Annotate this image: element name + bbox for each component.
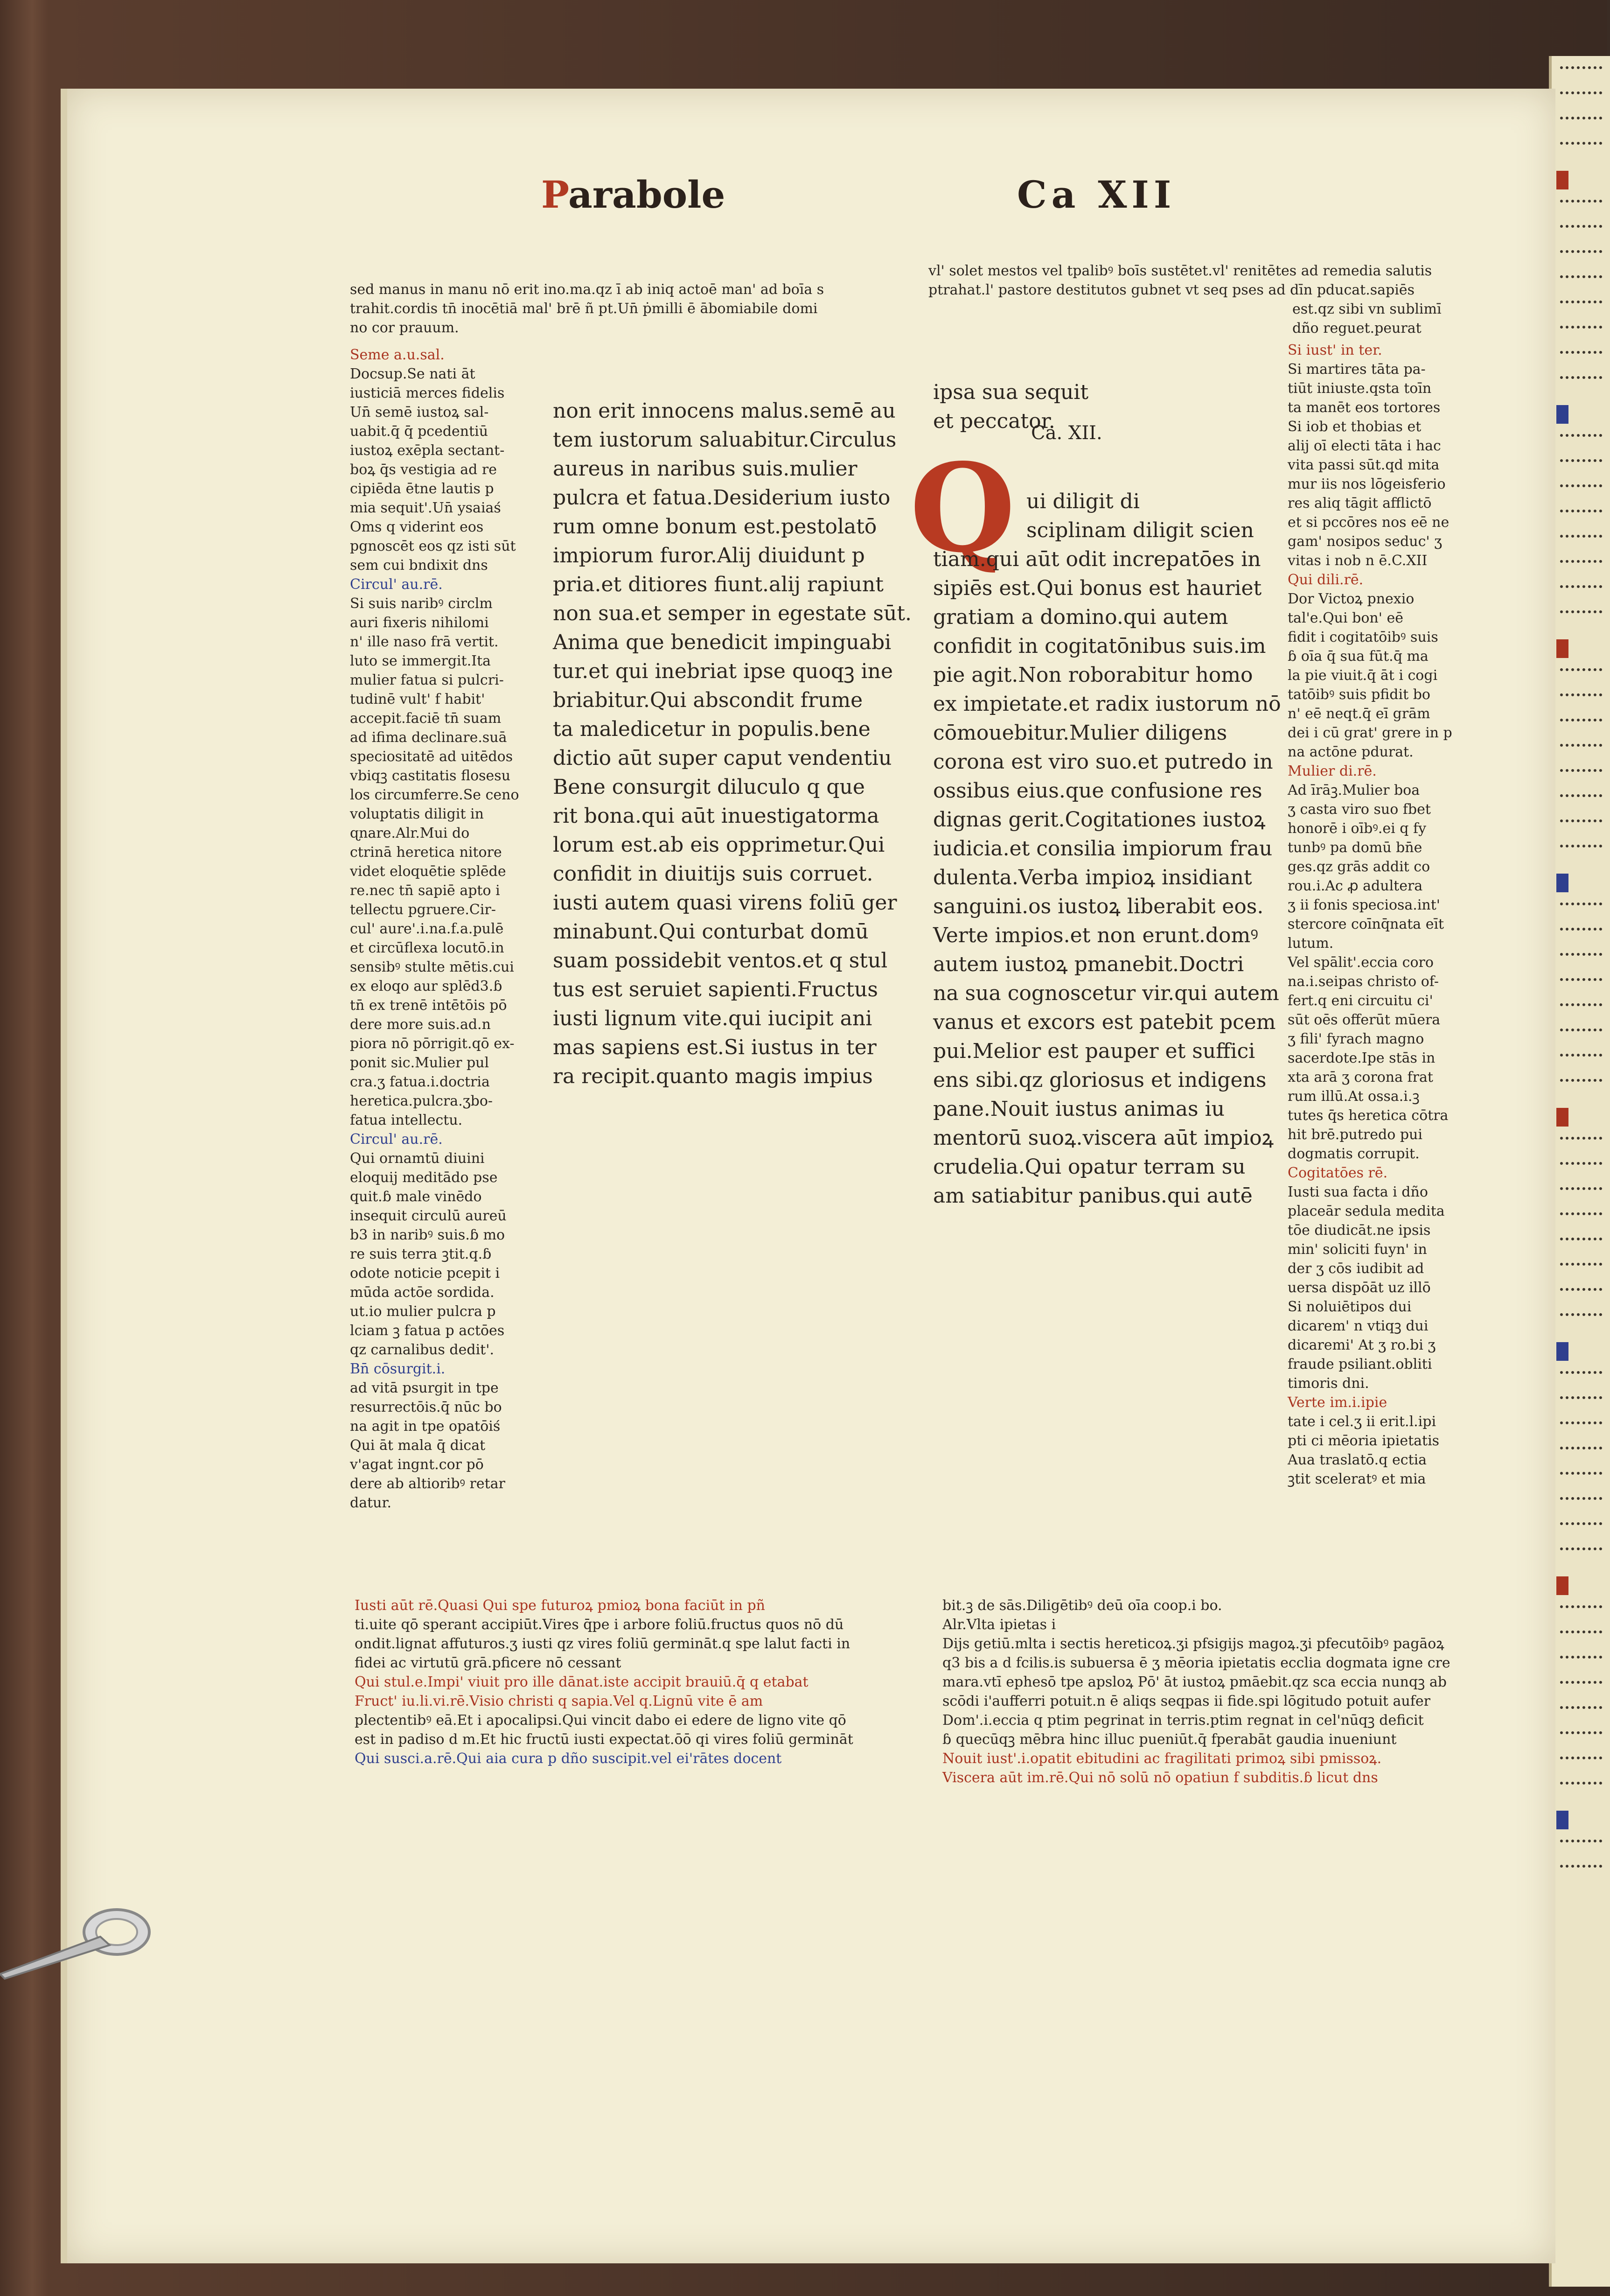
facing-page-line xyxy=(1560,953,1602,968)
text-line: ut.io mulier pulcra p xyxy=(350,1303,496,1320)
text-line: b3 in naribꝰ suis.ɓ mo xyxy=(350,1227,505,1243)
text-line: et si pccōres nos eē ne xyxy=(1288,514,1450,531)
facing-page-line xyxy=(1560,1162,1602,1177)
text-line: bit.ꝫ de sās.Diligētibꝰ deū oīa coop.i bo. xyxy=(942,1597,1222,1614)
text-line: vitas i nob n ē.C.XII xyxy=(1288,553,1428,569)
running-head-left-initial: P xyxy=(541,173,569,217)
text-line: Oms q viderint eos xyxy=(350,519,484,535)
facing-page-line xyxy=(1560,117,1602,132)
text-line: iusti lignum vite.qui iucipit ani xyxy=(553,1007,872,1030)
text-line: re.nec tn̄ sapiē apto i xyxy=(350,882,500,899)
facing-page-line xyxy=(1560,560,1602,575)
text-line: q3 bis a d fcilis.is subuersa ē ʒ mēoria ipietatis ecclia dogmata igne cre xyxy=(942,1655,1450,1671)
facing-page-line xyxy=(1556,405,1568,424)
text-line: tem iustorum saluabitur.Circulus xyxy=(553,428,897,452)
text-line: ctrinā heretica nitore xyxy=(350,844,502,861)
facing-page-line xyxy=(1560,459,1602,474)
text-line: fraude psiliant.obliti xyxy=(1288,1356,1432,1372)
text-line: ponit sic.Mulier pul xyxy=(350,1055,489,1071)
facing-page-line xyxy=(1560,1079,1602,1094)
text-line: ta manēt eos tortores xyxy=(1288,399,1441,416)
facing-page-line xyxy=(1560,91,1602,106)
facing-page-line xyxy=(1560,1313,1602,1328)
text-line: ges.qz grās addit co xyxy=(1288,859,1430,875)
text-line: Si martires tāta pa- xyxy=(1288,361,1426,378)
text-line: aureus in naribus suis.mulier xyxy=(553,457,857,481)
text-line: Si suis naribꝰ circlm xyxy=(350,595,493,612)
text-line: piora nō pōrrigit.qō ex- xyxy=(350,1036,515,1052)
facing-page-line xyxy=(1560,845,1602,860)
text-line: Docsup.Se nati āt xyxy=(350,366,475,382)
text-line: impiorum furor.Alij diuidunt p xyxy=(553,544,865,567)
facing-page-line xyxy=(1556,1811,1568,1829)
text-line: iudicia.et consilia impiorum frau xyxy=(933,837,1273,861)
facing-page-line xyxy=(1560,1212,1602,1227)
text-line: lorum est.ab eis opprimetur.Qui xyxy=(553,833,885,857)
facing-page-line xyxy=(1560,434,1602,449)
text-line: alij oī electi tāta i hac xyxy=(1288,438,1441,454)
facing-page-line xyxy=(1560,1631,1602,1645)
facing-page-line xyxy=(1560,1288,1602,1303)
text-line: ta maledicetur in populis.bene xyxy=(553,717,871,741)
text-line: iusticiā merces fidelis xyxy=(350,385,505,401)
text-line: pie agit.Non roborabitur homo xyxy=(933,663,1253,687)
text-line: Seme a.u.sal. xyxy=(350,347,445,363)
facing-page-line xyxy=(1560,1447,1602,1462)
text-line: ossibus eius.que confusione res xyxy=(933,779,1262,803)
text-line: Si iob et thobias et xyxy=(1288,419,1422,435)
text-line: Verte impios.et non erunt.domꝰ xyxy=(933,924,1259,947)
text-line: timoris dni. xyxy=(1288,1375,1369,1392)
text-line: heretica.pulcra.ʒbo- xyxy=(350,1093,493,1109)
text-line: gam' nosipos seduc' ʒ xyxy=(1288,533,1443,550)
gloss-top-left xyxy=(350,280,886,337)
text-line: sanguini.os iustoꝝ liberabit eos. xyxy=(933,895,1264,918)
text-line: voluptatis diligit in xyxy=(350,806,484,822)
text-line: resurrectōis.q̄ nūc bo xyxy=(350,1399,502,1415)
text-line: tus est seruiet sapienti.Fructus xyxy=(553,978,878,1001)
text-line: pulcra et fatua.Desiderium iusto xyxy=(553,486,891,510)
gloss-bottom-right xyxy=(942,1596,1465,1787)
text-line: Bene consurgit diluculo q que xyxy=(553,775,865,799)
text-line: vl' solet mestos vel tpalibꝰ boīs sustētet.vl' renitētes ad remedia salutis xyxy=(928,263,1432,279)
facing-page-line xyxy=(1560,819,1602,834)
facing-page-line xyxy=(1560,250,1602,265)
text-line: sciplinam diligit scien xyxy=(1026,518,1254,542)
text-line: dicaremi' At ʒ ro.bi ʒ xyxy=(1288,1337,1436,1353)
facing-page-line xyxy=(1560,1865,1602,1880)
text-line: mia sequit'.Un̄ ysaiaś xyxy=(350,500,501,516)
facing-page-line xyxy=(1560,744,1602,759)
text-line: uabit.q̄ q̄ pcedentiū xyxy=(350,423,488,440)
text-line: rou.i.Ac ꝓ adultera xyxy=(1288,878,1423,894)
text-line: Ad īrāꝫ.Mulier boa xyxy=(1288,782,1420,798)
text-line: Circul' au.rē. xyxy=(350,576,443,593)
text-line: cul' aure'.i.na.f.a.pulē xyxy=(350,921,504,937)
facing-page-line xyxy=(1560,978,1602,993)
text-line: quit.ɓ male vinēdo xyxy=(350,1189,482,1205)
text-line: pane.Nouit iustus animas iu xyxy=(933,1097,1225,1121)
facing-page-line xyxy=(1560,1187,1602,1202)
text-line: iustoꝝ exēpla sectant- xyxy=(350,442,505,459)
text-line: hit brē.putredo pui xyxy=(1288,1127,1422,1143)
text-line: Verte im.i.ipie xyxy=(1288,1394,1387,1411)
facing-page-line xyxy=(1560,510,1602,525)
text-line: lutum. xyxy=(1288,935,1334,952)
facing-page-line xyxy=(1560,928,1602,943)
text-line: gratiam a domino.qui autem xyxy=(933,605,1228,629)
text-line: auri fixeris nihilomi xyxy=(350,615,489,631)
text-line: dicarem' n vtiqꝫ dui xyxy=(1288,1318,1429,1334)
text-line: videt eloquētie splēde xyxy=(350,863,506,880)
text-line: na agit in tpe opatōiś xyxy=(350,1418,501,1435)
gloss-right-top xyxy=(928,261,1456,338)
facing-page-line xyxy=(1560,1054,1602,1069)
text-line: tate i cel.ʒ ii erit.l.ipi xyxy=(1288,1414,1436,1430)
text-line: Nouit iust'.i.opatit ebitudini ac fragilitati primoꝝ sibi pmissoꝝ. xyxy=(942,1750,1382,1767)
facing-page-line xyxy=(1560,326,1602,341)
text-line: ondit.lignat affuturos.ʒ iusti qz vires foliū germināt.q spe lalut facti in xyxy=(355,1636,850,1652)
text-line: dño reguet.peurat xyxy=(1292,320,1422,336)
facing-page-line xyxy=(1560,535,1602,550)
text-line: ti.uite qō sperant accipiūt.Vires q̄pe i arbore foliū.fructus quos nō dū xyxy=(355,1617,844,1633)
text-line: ɓ oīa q̄ sua fūt.q̄ ma xyxy=(1288,648,1429,665)
text-line: Iusti sua facta i dño xyxy=(1288,1184,1428,1200)
facing-page-line xyxy=(1560,484,1602,499)
facing-page-line xyxy=(1560,225,1602,240)
facing-page-line xyxy=(1560,200,1602,215)
text-line: stercore coīnq̄nata eīt xyxy=(1288,916,1444,932)
text-line: cipiēda ētne lautis p xyxy=(350,481,494,497)
text-line: pgnoscēt eos qz isti sūt xyxy=(350,538,516,554)
facing-page-line xyxy=(1560,1421,1602,1436)
text-line: insequit circulū aureū xyxy=(350,1208,507,1224)
text-line: est in padiso d m.Et hic fructū iusti expectat.ōō qi vires foliū germināt xyxy=(355,1731,853,1748)
text-line: pti ci mēoria ipietatis xyxy=(1288,1433,1440,1449)
text-line: ad vitā psurgit in tpe xyxy=(350,1380,499,1396)
text-line: luto se immergit.Ita xyxy=(350,653,491,669)
text-line: na actōne pdurat. xyxy=(1288,744,1414,760)
facing-page-line xyxy=(1560,794,1602,809)
facing-page-line xyxy=(1560,668,1602,683)
text-line: eloquij meditādo pse xyxy=(350,1169,498,1186)
text-line: tōe diudicāt.ne ipsis xyxy=(1288,1222,1431,1239)
facing-page-line xyxy=(1560,142,1602,157)
text-line: briabitur.Qui abscondit frume xyxy=(553,688,863,712)
text-line: Un̄ semē iustoꝝ sal- xyxy=(350,404,489,420)
text-line: crudelia.Qui opatur terram su xyxy=(933,1155,1246,1179)
gloss-bottom-left xyxy=(355,1596,891,1768)
text-line: pria.et ditiores fiunt.alij rapiunt xyxy=(553,573,884,596)
text-line: vanus et excors est patebit pcem xyxy=(933,1010,1276,1034)
text-line: res aliq tāgit afflictō xyxy=(1288,495,1432,511)
gloss-far-right-column xyxy=(1288,341,1465,1489)
text-line: datur. xyxy=(350,1495,392,1511)
main-text-right xyxy=(933,378,1281,1211)
text-line: n' eē neqt.q̄ eī grām xyxy=(1288,706,1430,722)
initial-letter-q: Q xyxy=(910,437,1016,580)
text-line: est.qz sibi vn sublimī xyxy=(1292,301,1442,317)
facing-page-line xyxy=(1560,351,1602,366)
text-line: ad ifima declinare.suā xyxy=(350,729,507,746)
text-line: cra.ʒ fatua.i.doctria xyxy=(350,1074,490,1090)
facing-page-edge xyxy=(1549,56,1610,2287)
text-line: dere more suis.ad.n xyxy=(350,1016,491,1033)
text-line: ʒ casta viro suo fbet xyxy=(1288,801,1431,818)
text-line: mulier fatua si pulcri- xyxy=(350,672,504,688)
text-line: Viscera aūt im.rē.Qui nō solū nō opatiun f subditis.ɓ licut dns xyxy=(942,1770,1378,1786)
text-line: la pie viuit.q̄ āt i cogi xyxy=(1288,667,1438,684)
text-line: dogmatis corrupit. xyxy=(1288,1146,1420,1162)
facing-page-line xyxy=(1560,66,1602,81)
text-line: accepit.faciē tn̄ suam xyxy=(350,710,502,727)
text-line: plectentibꝰ eā.Et i apocalipsi.Qui vincit dabo ei edere de ligno vite qō xyxy=(355,1712,846,1729)
text-line: fatua intellectu. xyxy=(350,1112,463,1128)
text-line: non sua.et semper in egestate sūt. xyxy=(553,602,912,625)
text-line: Qui stul.e.Impi' viuit pro ille dānat.iste accipit brauiū.q̄ q etabat xyxy=(355,1674,808,1690)
text-line: mentorū suoꝝ.viscera aūt impioꝝ xyxy=(933,1126,1274,1150)
text-line: Iusti aūt rē.Quasi Qui spe futuroꝝ pmioꝝ bona faciūt in pñ xyxy=(355,1597,765,1614)
text-line: xta arā ʒ corona frat xyxy=(1288,1069,1433,1085)
facing-page-line xyxy=(1556,1342,1568,1361)
text-line: sacerdote.Ipe stās in xyxy=(1288,1050,1436,1066)
text-line: Si iust' in ter. xyxy=(1288,342,1382,358)
text-line: Bn̄ cōsurgit.i. xyxy=(350,1361,446,1377)
text-line: ra recipit.quanto magis impius xyxy=(553,1064,873,1088)
text-line: sem cui bndixit dns xyxy=(350,557,488,574)
facing-page-line xyxy=(1560,1003,1602,1018)
facing-page-line xyxy=(1560,1782,1602,1797)
text-line: ɓ quecūqꝫ mēbra hinc illuc pueniūt.q̄ fperabāt gaudia inueniunt xyxy=(942,1731,1397,1748)
facing-page-line xyxy=(1556,1576,1568,1595)
text-line: Anima que benedicit impinguabi xyxy=(553,630,892,654)
running-head-right: Ca XII xyxy=(1017,173,1176,217)
text-line: trahit.cordis tn̄ inocētiā mal' brē ñ pt.Un̄ ṗmilli ē ābomiabile domi xyxy=(350,301,818,317)
text-line: rum illū.At ossa.i.ꝫ xyxy=(1288,1088,1420,1105)
text-line: tellectu pgruere.Cir- xyxy=(350,902,496,918)
text-line: ptrahat.l' pastore destitutos gubnet vt seq pses ad dīn pducat.sapiēs xyxy=(928,282,1415,298)
text-line: lciam ꝫ fatua p actōes xyxy=(350,1323,505,1339)
text-line: confidit in cogitatōnibus suis.im xyxy=(933,634,1266,658)
main-text-middle xyxy=(553,397,912,1091)
text-line: autem iustoꝝ pmanebit.Doctri xyxy=(933,952,1244,976)
text-line: ɋnare.Alr.Mui do xyxy=(350,825,470,841)
text-line: placeār sedula medita xyxy=(1288,1203,1445,1219)
text-line: min' soliciti fuyn' in xyxy=(1288,1241,1427,1258)
text-line: tiam.qui aūt odit increpatōes in xyxy=(933,547,1261,571)
text-line: tiūt iniuste.qsta toīn xyxy=(1288,380,1432,397)
text-line: mur iis nos lōgeisferio xyxy=(1288,476,1446,492)
text-line: dei i cū grat' grere in p xyxy=(1288,725,1452,741)
text-line: odote noticie pcepit i xyxy=(350,1265,500,1281)
chapter-label: Ca. XII. xyxy=(1031,422,1102,444)
text-line: ex eloqo aur splēd3.ɓ xyxy=(350,978,502,994)
text-line: ui diligit di xyxy=(1026,490,1140,513)
text-line: dignas gerit.Cogitationes iustoꝝ xyxy=(933,808,1266,832)
text-line: minabunt.Qui conturbat domū xyxy=(553,920,869,944)
text-line: Alr.Vlta ipietas i xyxy=(942,1617,1056,1633)
text-line: n' ille naso frā vertit. xyxy=(350,634,499,650)
text-line: honorē i oībꝰ.ei q fy xyxy=(1288,820,1427,837)
text-line: tn̄ ex trenē intētōis pō xyxy=(350,997,507,1014)
text-line: ʒ ii fonis speciosa.int' xyxy=(1288,897,1441,913)
text-line: Mulier di.rē. xyxy=(1288,763,1377,779)
text-line: scōdi i'aufferri potuit.n ē aliqs seqpas ii fide.spi lōgitudo potuit aufer xyxy=(942,1693,1430,1709)
facing-page-line xyxy=(1556,171,1568,189)
text-line: der ʒ cōs iudibit ad xyxy=(1288,1260,1424,1277)
running-head-left-rest: arabole xyxy=(568,173,725,217)
text-line: Qui dili.rē. xyxy=(1288,572,1364,588)
text-line: Qui āt mala q̄ dicat xyxy=(350,1437,486,1454)
facing-page-line xyxy=(1556,639,1568,658)
text-line: ꝫtit sceleratꝰ et mia xyxy=(1288,1471,1426,1487)
text-line: tunbꝰ pa domū bn̄e xyxy=(1288,840,1422,856)
facing-page-line xyxy=(1560,1757,1602,1771)
facing-page-line xyxy=(1560,1029,1602,1043)
text-line: Cogitatōes rē. xyxy=(1288,1165,1388,1181)
text-line: pui.Melior est pauper et suffici xyxy=(933,1039,1255,1063)
gloss-left-column xyxy=(350,345,541,1512)
facing-page-line xyxy=(1560,1497,1602,1512)
facing-page-line xyxy=(1560,1396,1602,1411)
text-line: et peccator. xyxy=(933,409,1055,433)
text-line: Qui ornamtū diuini xyxy=(350,1150,485,1167)
text-line: Dom'.i.eccia q ptim pegrinat in terris.ptim regnat in cel'nūqꝫ deficit xyxy=(942,1712,1424,1729)
facing-page-line xyxy=(1560,1238,1602,1253)
facing-page-line xyxy=(1560,1472,1602,1487)
text-line: fidit i cogitatōibꝰ suis xyxy=(1288,629,1438,645)
facing-page-line xyxy=(1560,1656,1602,1671)
text-line: ipsa sua sequit xyxy=(933,380,1089,404)
text-line: am satiabitur panibus.qui autē xyxy=(933,1184,1253,1208)
text-line: na sua cognoscetur vir.qui autem xyxy=(933,981,1279,1005)
facing-page-line xyxy=(1560,1731,1602,1746)
facing-page-line xyxy=(1560,585,1602,600)
text-line: corona est viro suo.et putredo in xyxy=(933,750,1273,774)
text-line: ʒ fili' fyrach magno xyxy=(1288,1031,1424,1047)
facing-page-line xyxy=(1560,610,1602,625)
text-line: tatōibꝰ suis pfidit bo xyxy=(1288,686,1430,703)
facing-page-line xyxy=(1560,1605,1602,1620)
facing-page-line xyxy=(1556,874,1568,892)
facing-page-line xyxy=(1560,1547,1602,1562)
text-line: boꝝ q̄s vestigia ad re xyxy=(350,462,497,478)
text-line: rum omne bonum est.pestolatō xyxy=(553,515,877,539)
text-line: iusti autem quasi virens foliū ger xyxy=(553,891,897,915)
text-line: Dijs getiū.mlta i sectis hereticoꝝ.ʒi pfsigijs magoꝝ.ʒi pfecutōibꝰ pagāoꝝ xyxy=(942,1636,1444,1652)
text-line: uersa dispōāt uz illō xyxy=(1288,1280,1431,1296)
text-line: confidit in diuitijs suis corruet. xyxy=(553,862,873,886)
facing-page-line xyxy=(1560,1681,1602,1696)
text-line: fert.q eni circuitu ci' xyxy=(1288,993,1433,1009)
facing-page-line xyxy=(1560,693,1602,708)
text-line: Circul' au.rē. xyxy=(350,1131,443,1148)
facing-page-line xyxy=(1560,719,1602,734)
running-head-left xyxy=(541,173,725,217)
text-line: dictio aūt super caput vendentiu xyxy=(553,746,892,770)
text-line: qz carnalibus dedit'. xyxy=(350,1342,495,1358)
text-line: tudinē vult' f habit' xyxy=(350,691,485,707)
text-line: fidei ac virtutū grā.pficere nō cessant xyxy=(355,1655,621,1671)
text-line: Vel spālit'.eccia coro xyxy=(1288,954,1434,971)
metal-clip xyxy=(0,1904,154,1979)
text-line: dere ab altioribꝰ retar xyxy=(350,1476,505,1492)
facing-page-line xyxy=(1556,1108,1568,1127)
text-line: dulenta.Verba impioꝝ insidiant xyxy=(933,866,1252,889)
text-line: mara.vtī ephesō tpe apsloꝝ Pō' āt iustoꝝ pmāebit.qz sca eccia nunqꝫ ab xyxy=(942,1674,1447,1690)
text-line: sed manus in manu nō erit ino.ma.qz ī ab iniq actoē man' ad boīa s xyxy=(350,281,824,298)
text-line: et circūflexa locutō.in xyxy=(350,940,504,956)
text-line: Si noluiētipos dui xyxy=(1288,1299,1412,1315)
facing-page-line xyxy=(1560,376,1602,391)
text-line: no cor prauum. xyxy=(350,320,459,336)
text-line: non erit innocens malus.semē au xyxy=(553,399,896,423)
text-line: ens sibi.qz gloriosus et indigens xyxy=(933,1068,1267,1092)
text-line: Dor Victoꝝ pnexio xyxy=(1288,591,1415,607)
facing-page-line xyxy=(1560,1522,1602,1537)
facing-page-line xyxy=(1560,903,1602,917)
text-line: speciositatē ad uitēdos xyxy=(350,749,513,765)
text-line: sipiēs est.Qui bonus est hauriet xyxy=(933,576,1262,600)
text-line: vbiqꝫ castitatis flosesu xyxy=(350,768,511,784)
text-line: tur.et qui inebriat ipse quoqꝫ ine xyxy=(553,659,893,683)
text-line: los circumferre.Se ceno xyxy=(350,787,519,803)
text-line: na.i.seipas christo of- xyxy=(1288,973,1439,990)
text-line: Qui susci.a.rē.Qui aia cura p dño suscipit.vel ei'rātes docent xyxy=(355,1750,782,1767)
text-line: Aua traslatō.q ectia xyxy=(1288,1452,1427,1468)
text-line: Fruct' iu.li.vi.rē.Visio christi q sapia.Vel q.Lignū vite ē am xyxy=(355,1693,763,1709)
facing-page-line xyxy=(1560,275,1602,290)
text-line: sensibꝰ stulte mētis.cui xyxy=(350,959,514,975)
facing-page-line xyxy=(1560,1137,1602,1152)
text-line: suam possidebit ventos.et q stul xyxy=(553,949,888,973)
text-line: cōmouebitur.Mulier diligens xyxy=(933,721,1227,745)
text-line: vita passi sūt.qd mita xyxy=(1288,457,1440,473)
facing-page-line xyxy=(1560,1263,1602,1278)
text-line: tutes q̄s heretica cōtra xyxy=(1288,1107,1449,1124)
text-line: ex impietate.et radix iustorum nō xyxy=(933,692,1281,716)
text-line: mūda actōe sordida. xyxy=(350,1284,495,1301)
text-line: sūt oēs offerūt mūera xyxy=(1288,1012,1441,1028)
text-line: rit bona.qui aūt inuestigatorma xyxy=(553,804,879,828)
facing-page-line xyxy=(1560,769,1602,784)
text-line: mas sapiens est.Si iustus in ter xyxy=(553,1036,877,1059)
facing-page-line xyxy=(1560,1706,1602,1721)
text-line: re suis terra ꝫtit.q.ɓ xyxy=(350,1246,492,1262)
facing-page-line xyxy=(1560,1840,1602,1855)
facing-page-line xyxy=(1560,301,1602,315)
facing-page-line xyxy=(1560,1371,1602,1386)
text-line: tal'e.Qui bon' eē xyxy=(1288,610,1403,626)
text-line: v'agat ingnt.cor pō xyxy=(350,1456,484,1473)
